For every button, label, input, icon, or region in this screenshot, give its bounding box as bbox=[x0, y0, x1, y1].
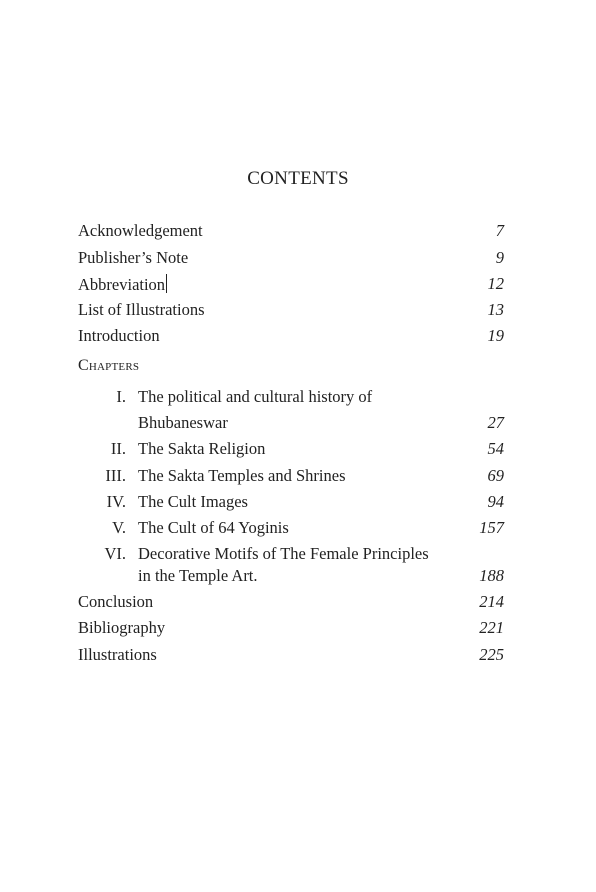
chapter-page: 94 bbox=[487, 492, 504, 511]
toc-entry-label: Introduction bbox=[78, 326, 160, 345]
toc-entry-page: 19 bbox=[487, 326, 504, 345]
chapter-number: II. bbox=[110, 439, 126, 458]
chapter-entry bbox=[78, 544, 504, 564]
chapter-page: 69 bbox=[487, 466, 504, 485]
chapter-entry bbox=[78, 492, 504, 512]
toc-entry-page: 221 bbox=[479, 618, 504, 637]
chapter-entry bbox=[78, 466, 504, 486]
toc-entry bbox=[78, 274, 504, 294]
toc-entry bbox=[78, 326, 504, 346]
chapter-page: 188 bbox=[479, 566, 504, 585]
chapter-number: IV. bbox=[106, 492, 126, 511]
toc-entry-label: List of Illustrations bbox=[78, 300, 205, 319]
chapter-number: III. bbox=[105, 466, 126, 485]
toc-entry-page: 13 bbox=[487, 300, 504, 319]
toc-entry-page: 7 bbox=[495, 221, 504, 240]
toc-entry-page: 9 bbox=[495, 248, 504, 267]
chapter-page: 157 bbox=[479, 518, 504, 537]
toc-entry bbox=[78, 300, 504, 320]
chapter-title: The Sakta Temples and Shrines bbox=[138, 466, 346, 485]
chapter-entry bbox=[78, 518, 504, 538]
chapter-title-continued: in the Temple Art. bbox=[138, 566, 258, 585]
chapter-number: V. bbox=[112, 518, 126, 537]
chapter-title: The Cult Images bbox=[138, 492, 248, 511]
toc-entry bbox=[78, 618, 504, 638]
chapter-entry bbox=[78, 439, 504, 459]
toc-entry-label: Publisher’s Note bbox=[78, 248, 189, 267]
toc-entry bbox=[78, 248, 504, 268]
chapter-title: The Cult of 64 Yoginis bbox=[138, 518, 289, 537]
toc-entry bbox=[78, 221, 504, 241]
chapter-number: I. bbox=[116, 387, 126, 406]
toc-entry-page: 225 bbox=[479, 645, 504, 664]
chapter-page: 27 bbox=[487, 413, 504, 432]
toc-entry-label: Illustrations bbox=[78, 645, 157, 664]
chapters-heading-row bbox=[78, 356, 504, 376]
chapter-page: 54 bbox=[487, 439, 504, 458]
chapters-heading: Chapters bbox=[78, 357, 140, 374]
toc-entry-page: 214 bbox=[479, 592, 504, 611]
toc-entry-label: Abbreviation bbox=[78, 275, 166, 294]
chapter-number: VI. bbox=[104, 544, 126, 563]
toc-entry-label: Acknowledgement bbox=[78, 221, 203, 240]
toc-entry-page: 12 bbox=[487, 274, 504, 293]
page-title: CONTENTS bbox=[247, 168, 349, 189]
chapter-title: Decorative Motifs of The Female Principles bbox=[138, 544, 429, 563]
chapter-title: The political and cultural history of bbox=[138, 387, 373, 406]
chapter-title-continued: Bhubaneswar bbox=[138, 413, 228, 432]
toc-entry-label: Conclusion bbox=[78, 592, 154, 611]
chapter-title: The Sakta Religion bbox=[138, 439, 266, 458]
toc-entry-label-with-cursor bbox=[78, 274, 167, 295]
chapter-entry bbox=[78, 387, 504, 407]
chapter-entry-continued bbox=[78, 566, 504, 586]
toc-entry bbox=[78, 645, 504, 665]
text-cursor bbox=[166, 274, 167, 293]
toc-entry bbox=[78, 592, 504, 612]
chapter-entry-continued bbox=[78, 413, 504, 433]
toc-entry-label: Bibliography bbox=[78, 618, 166, 637]
